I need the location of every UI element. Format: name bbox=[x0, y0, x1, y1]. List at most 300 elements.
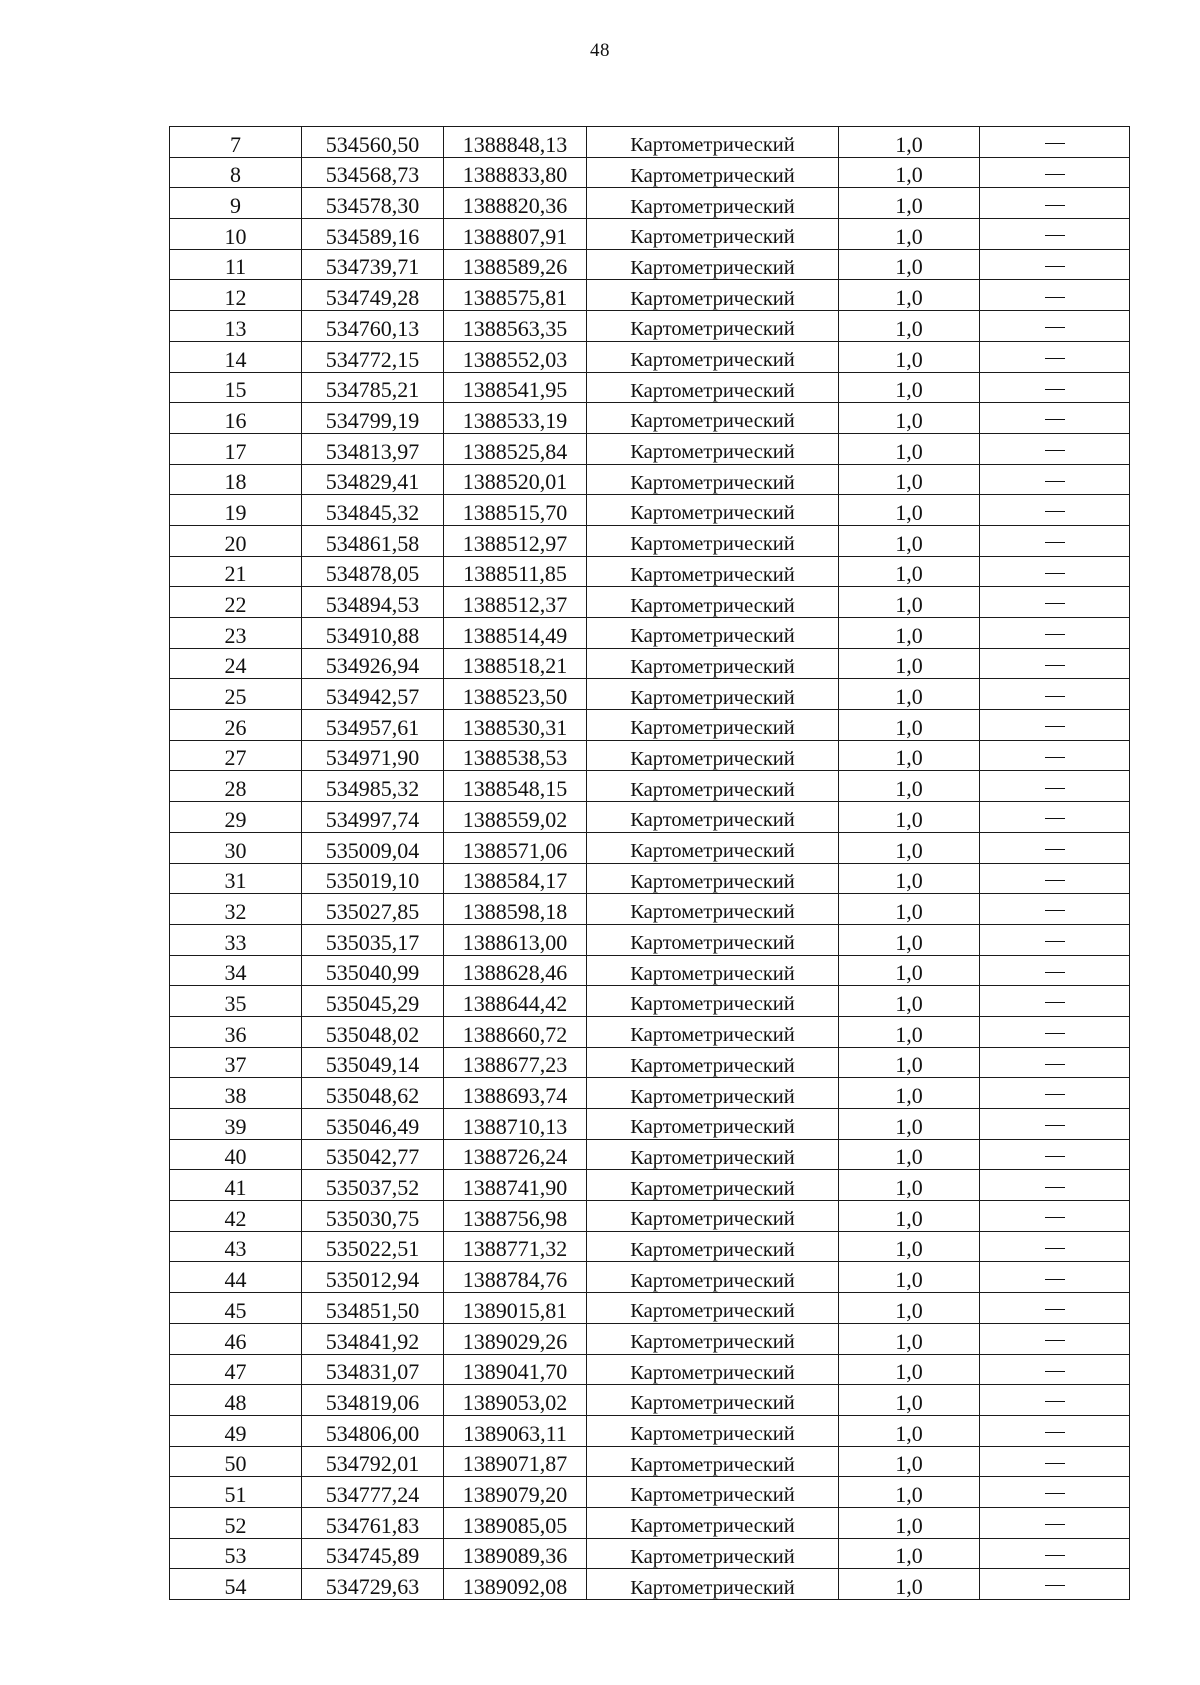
dash-mark bbox=[1045, 1156, 1065, 1157]
y-coordinate-cell: 1389041,70 bbox=[444, 1354, 587, 1385]
x-coordinate-cell: 534841,92 bbox=[302, 1323, 444, 1354]
x-coordinate-cell: 534792,01 bbox=[302, 1446, 444, 1477]
description-cell bbox=[980, 157, 1130, 188]
method-cell: Картометрический bbox=[587, 1109, 839, 1140]
y-coordinate-cell: 1388520,01 bbox=[444, 464, 587, 495]
method-cell: Картометрический bbox=[587, 525, 839, 556]
table-row bbox=[170, 924, 1130, 955]
method-cell: Картометрический bbox=[587, 341, 839, 372]
description-cell bbox=[980, 710, 1130, 741]
method-cell: Картометрический bbox=[587, 618, 839, 649]
description-cell bbox=[980, 1323, 1130, 1354]
dash-mark bbox=[1045, 174, 1065, 175]
y-coordinate-cell: 1388771,32 bbox=[444, 1231, 587, 1262]
table-row bbox=[170, 863, 1130, 894]
method-cell: Картометрический bbox=[587, 1201, 839, 1232]
point-number-cell: 42 bbox=[170, 1201, 302, 1232]
y-coordinate-cell: 1389071,87 bbox=[444, 1446, 587, 1477]
accuracy-cell: 1,0 bbox=[839, 740, 980, 771]
method-cell: Картометрический bbox=[587, 955, 839, 986]
table-row bbox=[170, 1477, 1130, 1508]
point-number-cell: 23 bbox=[170, 618, 302, 649]
y-coordinate-cell: 1389089,36 bbox=[444, 1538, 587, 1569]
dash-mark bbox=[1045, 266, 1065, 267]
point-number-cell: 46 bbox=[170, 1323, 302, 1354]
dash-mark bbox=[1045, 1432, 1065, 1433]
description-cell bbox=[980, 1262, 1130, 1293]
y-coordinate-cell: 1388613,00 bbox=[444, 924, 587, 955]
dash-mark bbox=[1045, 205, 1065, 206]
dash-mark bbox=[1045, 665, 1065, 666]
accuracy-cell: 1,0 bbox=[839, 495, 980, 526]
x-coordinate-cell: 535035,17 bbox=[302, 924, 444, 955]
table-row bbox=[170, 1385, 1130, 1416]
table-row bbox=[170, 280, 1130, 311]
accuracy-cell: 1,0 bbox=[839, 863, 980, 894]
accuracy-cell: 1,0 bbox=[839, 219, 980, 250]
y-coordinate-cell: 1388512,97 bbox=[444, 525, 587, 556]
point-number-cell: 20 bbox=[170, 525, 302, 556]
point-number-cell: 47 bbox=[170, 1354, 302, 1385]
table-row bbox=[170, 587, 1130, 618]
description-cell bbox=[980, 1385, 1130, 1416]
x-coordinate-cell: 534785,21 bbox=[302, 372, 444, 403]
point-number-cell: 37 bbox=[170, 1047, 302, 1078]
accuracy-cell: 1,0 bbox=[839, 1354, 980, 1385]
y-coordinate-cell: 1388563,35 bbox=[444, 311, 587, 342]
method-cell: Картометрический bbox=[587, 771, 839, 802]
table-row bbox=[170, 1538, 1130, 1569]
x-coordinate-cell: 534806,00 bbox=[302, 1415, 444, 1446]
method-cell: Картометрический bbox=[587, 556, 839, 587]
accuracy-cell: 1,0 bbox=[839, 1016, 980, 1047]
point-number-cell: 30 bbox=[170, 832, 302, 863]
x-coordinate-cell: 535042,77 bbox=[302, 1139, 444, 1170]
table-row bbox=[170, 894, 1130, 925]
description-cell bbox=[980, 219, 1130, 250]
y-coordinate-cell: 1388511,85 bbox=[444, 556, 587, 587]
description-cell bbox=[980, 1078, 1130, 1109]
method-cell: Картометрический bbox=[587, 1047, 839, 1078]
accuracy-cell: 1,0 bbox=[839, 924, 980, 955]
coordinates-table-body bbox=[170, 127, 1130, 1600]
table-row bbox=[170, 1262, 1130, 1293]
method-cell: Картометрический bbox=[587, 740, 839, 771]
y-coordinate-cell: 1389085,05 bbox=[444, 1507, 587, 1538]
point-number-cell: 19 bbox=[170, 495, 302, 526]
description-cell bbox=[980, 464, 1130, 495]
table-row bbox=[170, 372, 1130, 403]
accuracy-cell: 1,0 bbox=[839, 341, 980, 372]
method-cell: Картометрический bbox=[587, 1016, 839, 1047]
description-cell bbox=[980, 556, 1130, 587]
accuracy-cell: 1,0 bbox=[839, 894, 980, 925]
y-coordinate-cell: 1389029,26 bbox=[444, 1323, 587, 1354]
y-coordinate-cell: 1388628,46 bbox=[444, 955, 587, 986]
method-cell: Картометрический bbox=[587, 1538, 839, 1569]
y-coordinate-cell: 1388512,37 bbox=[444, 587, 587, 618]
point-number-cell: 39 bbox=[170, 1109, 302, 1140]
method-cell: Картометрический bbox=[587, 1293, 839, 1324]
table-row bbox=[170, 433, 1130, 464]
description-cell bbox=[980, 1477, 1130, 1508]
method-cell: Картометрический bbox=[587, 986, 839, 1017]
method-cell: Картометрический bbox=[587, 1262, 839, 1293]
dash-mark bbox=[1045, 849, 1065, 850]
description-cell bbox=[980, 1507, 1130, 1538]
description-cell bbox=[980, 618, 1130, 649]
table-row bbox=[170, 219, 1130, 250]
table-row bbox=[170, 1078, 1130, 1109]
table-row bbox=[170, 955, 1130, 986]
table-row bbox=[170, 157, 1130, 188]
accuracy-cell: 1,0 bbox=[839, 986, 980, 1017]
accuracy-cell: 1,0 bbox=[839, 372, 980, 403]
dash-mark bbox=[1045, 1033, 1065, 1034]
y-coordinate-cell: 1388820,36 bbox=[444, 188, 587, 219]
table-row bbox=[170, 802, 1130, 833]
x-coordinate-cell: 534878,05 bbox=[302, 556, 444, 587]
y-coordinate-cell: 1389079,20 bbox=[444, 1477, 587, 1508]
dash-mark bbox=[1045, 1463, 1065, 1464]
point-number-cell: 48 bbox=[170, 1385, 302, 1416]
description-cell bbox=[980, 771, 1130, 802]
y-coordinate-cell: 1388571,06 bbox=[444, 832, 587, 863]
method-cell: Картометрический bbox=[587, 157, 839, 188]
table-row bbox=[170, 1507, 1130, 1538]
dash-mark bbox=[1045, 573, 1065, 574]
description-cell bbox=[980, 986, 1130, 1017]
x-coordinate-cell: 534851,50 bbox=[302, 1293, 444, 1324]
dash-mark bbox=[1045, 880, 1065, 881]
description-cell bbox=[980, 1446, 1130, 1477]
table-row bbox=[170, 525, 1130, 556]
method-cell: Картометрический bbox=[587, 894, 839, 925]
dash-mark bbox=[1045, 235, 1065, 236]
dash-mark bbox=[1045, 1493, 1065, 1494]
description-cell bbox=[980, 955, 1130, 986]
table-row bbox=[170, 1354, 1130, 1385]
description-cell bbox=[980, 863, 1130, 894]
dash-mark bbox=[1045, 1064, 1065, 1065]
point-number-cell: 25 bbox=[170, 679, 302, 710]
x-coordinate-cell: 535045,29 bbox=[302, 986, 444, 1017]
point-number-cell: 17 bbox=[170, 433, 302, 464]
y-coordinate-cell: 1388552,03 bbox=[444, 341, 587, 372]
x-coordinate-cell: 534942,57 bbox=[302, 679, 444, 710]
description-cell bbox=[980, 403, 1130, 434]
method-cell: Картометрический bbox=[587, 403, 839, 434]
y-coordinate-cell: 1388644,42 bbox=[444, 986, 587, 1017]
table-row bbox=[170, 1415, 1130, 1446]
table-row bbox=[170, 1170, 1130, 1201]
description-cell bbox=[980, 894, 1130, 925]
x-coordinate-cell: 534568,73 bbox=[302, 157, 444, 188]
method-cell: Картометрический bbox=[587, 433, 839, 464]
accuracy-cell: 1,0 bbox=[839, 648, 980, 679]
method-cell: Картометрический bbox=[587, 648, 839, 679]
x-coordinate-cell: 535012,94 bbox=[302, 1262, 444, 1293]
x-coordinate-cell: 534760,13 bbox=[302, 311, 444, 342]
point-number-cell: 24 bbox=[170, 648, 302, 679]
method-cell: Картометрический bbox=[587, 587, 839, 618]
accuracy-cell: 1,0 bbox=[839, 127, 980, 158]
method-cell: Картометрический bbox=[587, 311, 839, 342]
y-coordinate-cell: 1388660,72 bbox=[444, 1016, 587, 1047]
description-cell bbox=[980, 341, 1130, 372]
accuracy-cell: 1,0 bbox=[839, 1201, 980, 1232]
x-coordinate-cell: 535048,62 bbox=[302, 1078, 444, 1109]
point-number-cell: 12 bbox=[170, 280, 302, 311]
dash-mark bbox=[1045, 1125, 1065, 1126]
description-cell bbox=[980, 188, 1130, 219]
point-number-cell: 9 bbox=[170, 188, 302, 219]
method-cell: Картометрический bbox=[587, 1354, 839, 1385]
y-coordinate-cell: 1388530,31 bbox=[444, 710, 587, 741]
dash-mark bbox=[1045, 511, 1065, 512]
method-cell: Картометрический bbox=[587, 1078, 839, 1109]
table-row bbox=[170, 1109, 1130, 1140]
accuracy-cell: 1,0 bbox=[839, 1477, 980, 1508]
dash-mark bbox=[1045, 1217, 1065, 1218]
x-coordinate-cell: 535022,51 bbox=[302, 1231, 444, 1262]
accuracy-cell: 1,0 bbox=[839, 1415, 980, 1446]
x-coordinate-cell: 534578,30 bbox=[302, 188, 444, 219]
accuracy-cell: 1,0 bbox=[839, 955, 980, 986]
point-number-cell: 27 bbox=[170, 740, 302, 771]
point-number-cell: 41 bbox=[170, 1170, 302, 1201]
point-number-cell: 10 bbox=[170, 219, 302, 250]
table-row bbox=[170, 1446, 1130, 1477]
x-coordinate-cell: 534829,41 bbox=[302, 464, 444, 495]
dash-mark bbox=[1045, 603, 1065, 604]
method-cell: Картометрический bbox=[587, 1569, 839, 1600]
point-number-cell: 21 bbox=[170, 556, 302, 587]
method-cell: Картометрический bbox=[587, 924, 839, 955]
description-cell bbox=[980, 802, 1130, 833]
table-row bbox=[170, 1569, 1130, 1600]
y-coordinate-cell: 1388515,70 bbox=[444, 495, 587, 526]
x-coordinate-cell: 535037,52 bbox=[302, 1170, 444, 1201]
point-number-cell: 11 bbox=[170, 249, 302, 280]
dash-mark bbox=[1045, 358, 1065, 359]
accuracy-cell: 1,0 bbox=[839, 1507, 980, 1538]
description-cell bbox=[980, 372, 1130, 403]
accuracy-cell: 1,0 bbox=[839, 1569, 980, 1600]
dash-mark bbox=[1045, 297, 1065, 298]
point-number-cell: 45 bbox=[170, 1293, 302, 1324]
point-number-cell: 52 bbox=[170, 1507, 302, 1538]
point-number-cell: 13 bbox=[170, 311, 302, 342]
description-cell bbox=[980, 740, 1130, 771]
accuracy-cell: 1,0 bbox=[839, 157, 980, 188]
point-number-cell: 15 bbox=[170, 372, 302, 403]
point-number-cell: 54 bbox=[170, 1569, 302, 1600]
method-cell: Картометрический bbox=[587, 249, 839, 280]
point-number-cell: 53 bbox=[170, 1538, 302, 1569]
dash-mark bbox=[1045, 941, 1065, 942]
table-row bbox=[170, 341, 1130, 372]
method-cell: Картометрический bbox=[587, 1323, 839, 1354]
accuracy-cell: 1,0 bbox=[839, 1538, 980, 1569]
y-coordinate-cell: 1389092,08 bbox=[444, 1569, 587, 1600]
x-coordinate-cell: 534799,19 bbox=[302, 403, 444, 434]
table-row bbox=[170, 832, 1130, 863]
accuracy-cell: 1,0 bbox=[839, 556, 980, 587]
y-coordinate-cell: 1389063,11 bbox=[444, 1415, 587, 1446]
method-cell: Картометрический bbox=[587, 1170, 839, 1201]
point-number-cell: 33 bbox=[170, 924, 302, 955]
x-coordinate-cell: 535046,49 bbox=[302, 1109, 444, 1140]
method-cell: Картометрический bbox=[587, 679, 839, 710]
accuracy-cell: 1,0 bbox=[839, 280, 980, 311]
accuracy-cell: 1,0 bbox=[839, 525, 980, 556]
description-cell bbox=[980, 924, 1130, 955]
point-number-cell: 8 bbox=[170, 157, 302, 188]
method-cell: Картометрический bbox=[587, 863, 839, 894]
accuracy-cell: 1,0 bbox=[839, 403, 980, 434]
y-coordinate-cell: 1388523,50 bbox=[444, 679, 587, 710]
x-coordinate-cell: 534926,94 bbox=[302, 648, 444, 679]
accuracy-cell: 1,0 bbox=[839, 1078, 980, 1109]
y-coordinate-cell: 1388559,02 bbox=[444, 802, 587, 833]
accuracy-cell: 1,0 bbox=[839, 433, 980, 464]
table-row bbox=[170, 249, 1130, 280]
table-row bbox=[170, 679, 1130, 710]
dash-mark bbox=[1045, 542, 1065, 543]
dash-mark bbox=[1045, 757, 1065, 758]
y-coordinate-cell: 1388710,13 bbox=[444, 1109, 587, 1140]
method-cell: Картометрический bbox=[587, 127, 839, 158]
method-cell: Картометрический bbox=[587, 1415, 839, 1446]
point-number-cell: 32 bbox=[170, 894, 302, 925]
table-row bbox=[170, 986, 1130, 1017]
x-coordinate-cell: 534729,63 bbox=[302, 1569, 444, 1600]
y-coordinate-cell: 1388848,13 bbox=[444, 127, 587, 158]
y-coordinate-cell: 1388575,81 bbox=[444, 280, 587, 311]
x-coordinate-cell: 534749,28 bbox=[302, 280, 444, 311]
point-number-cell: 14 bbox=[170, 341, 302, 372]
x-coordinate-cell: 535049,14 bbox=[302, 1047, 444, 1078]
y-coordinate-cell: 1388807,91 bbox=[444, 219, 587, 250]
x-coordinate-cell: 535048,02 bbox=[302, 1016, 444, 1047]
point-number-cell: 22 bbox=[170, 587, 302, 618]
x-coordinate-cell: 534910,88 bbox=[302, 618, 444, 649]
description-cell bbox=[980, 280, 1130, 311]
point-number-cell: 26 bbox=[170, 710, 302, 741]
table-row bbox=[170, 127, 1130, 158]
table-row bbox=[170, 311, 1130, 342]
accuracy-cell: 1,0 bbox=[839, 1262, 980, 1293]
dash-mark bbox=[1045, 327, 1065, 328]
table-row bbox=[170, 1201, 1130, 1232]
dash-mark bbox=[1045, 419, 1065, 420]
point-number-cell: 40 bbox=[170, 1139, 302, 1170]
point-number-cell: 34 bbox=[170, 955, 302, 986]
dash-mark bbox=[1045, 1248, 1065, 1249]
table-row bbox=[170, 1047, 1130, 1078]
method-cell: Картометрический bbox=[587, 372, 839, 403]
dash-mark bbox=[1045, 1555, 1065, 1556]
dash-mark bbox=[1045, 143, 1065, 144]
x-coordinate-cell: 534894,53 bbox=[302, 587, 444, 618]
dash-mark bbox=[1045, 788, 1065, 789]
y-coordinate-cell: 1388518,21 bbox=[444, 648, 587, 679]
y-coordinate-cell: 1388726,24 bbox=[444, 1139, 587, 1170]
accuracy-cell: 1,0 bbox=[839, 1231, 980, 1262]
y-coordinate-cell: 1389015,81 bbox=[444, 1293, 587, 1324]
method-cell: Картометрический bbox=[587, 219, 839, 250]
table-row bbox=[170, 648, 1130, 679]
x-coordinate-cell: 534861,58 bbox=[302, 525, 444, 556]
coordinates-table bbox=[169, 126, 1130, 1600]
accuracy-cell: 1,0 bbox=[839, 311, 980, 342]
dash-mark bbox=[1045, 1340, 1065, 1341]
accuracy-cell: 1,0 bbox=[839, 1385, 980, 1416]
point-number-cell: 43 bbox=[170, 1231, 302, 1262]
dash-mark bbox=[1045, 389, 1065, 390]
point-number-cell: 49 bbox=[170, 1415, 302, 1446]
point-number-cell: 18 bbox=[170, 464, 302, 495]
point-number-cell: 38 bbox=[170, 1078, 302, 1109]
description-cell bbox=[980, 495, 1130, 526]
x-coordinate-cell: 534745,89 bbox=[302, 1538, 444, 1569]
table-row bbox=[170, 403, 1130, 434]
accuracy-cell: 1,0 bbox=[839, 249, 980, 280]
x-coordinate-cell: 534957,61 bbox=[302, 710, 444, 741]
table-row bbox=[170, 1293, 1130, 1324]
x-coordinate-cell: 534589,16 bbox=[302, 219, 444, 250]
y-coordinate-cell: 1388589,26 bbox=[444, 249, 587, 280]
x-coordinate-cell: 534819,06 bbox=[302, 1385, 444, 1416]
point-number-cell: 44 bbox=[170, 1262, 302, 1293]
table-row bbox=[170, 740, 1130, 771]
accuracy-cell: 1,0 bbox=[839, 679, 980, 710]
accuracy-cell: 1,0 bbox=[839, 1323, 980, 1354]
description-cell bbox=[980, 1293, 1130, 1324]
accuracy-cell: 1,0 bbox=[839, 1047, 980, 1078]
accuracy-cell: 1,0 bbox=[839, 1446, 980, 1477]
table-row bbox=[170, 1231, 1130, 1262]
dash-mark bbox=[1045, 1279, 1065, 1280]
description-cell bbox=[980, 1538, 1130, 1569]
y-coordinate-cell: 1388548,15 bbox=[444, 771, 587, 802]
dash-mark bbox=[1045, 1401, 1065, 1402]
method-cell: Картометрический bbox=[587, 495, 839, 526]
table-row bbox=[170, 556, 1130, 587]
x-coordinate-cell: 535019,10 bbox=[302, 863, 444, 894]
page-number: 48 bbox=[590, 40, 610, 61]
method-cell: Картометрический bbox=[587, 1231, 839, 1262]
description-cell bbox=[980, 1415, 1130, 1446]
point-number-cell: 36 bbox=[170, 1016, 302, 1047]
dash-mark bbox=[1045, 634, 1065, 635]
description-cell bbox=[980, 433, 1130, 464]
x-coordinate-cell: 534761,83 bbox=[302, 1507, 444, 1538]
method-cell: Картометрический bbox=[587, 710, 839, 741]
point-number-cell: 29 bbox=[170, 802, 302, 833]
x-coordinate-cell: 534845,32 bbox=[302, 495, 444, 526]
method-cell: Картометрический bbox=[587, 464, 839, 495]
x-coordinate-cell: 534777,24 bbox=[302, 1477, 444, 1508]
accuracy-cell: 1,0 bbox=[839, 802, 980, 833]
y-coordinate-cell: 1388784,76 bbox=[444, 1262, 587, 1293]
point-number-cell: 16 bbox=[170, 403, 302, 434]
table-row bbox=[170, 188, 1130, 219]
description-cell bbox=[980, 1139, 1130, 1170]
description-cell bbox=[980, 1170, 1130, 1201]
dash-mark bbox=[1045, 818, 1065, 819]
